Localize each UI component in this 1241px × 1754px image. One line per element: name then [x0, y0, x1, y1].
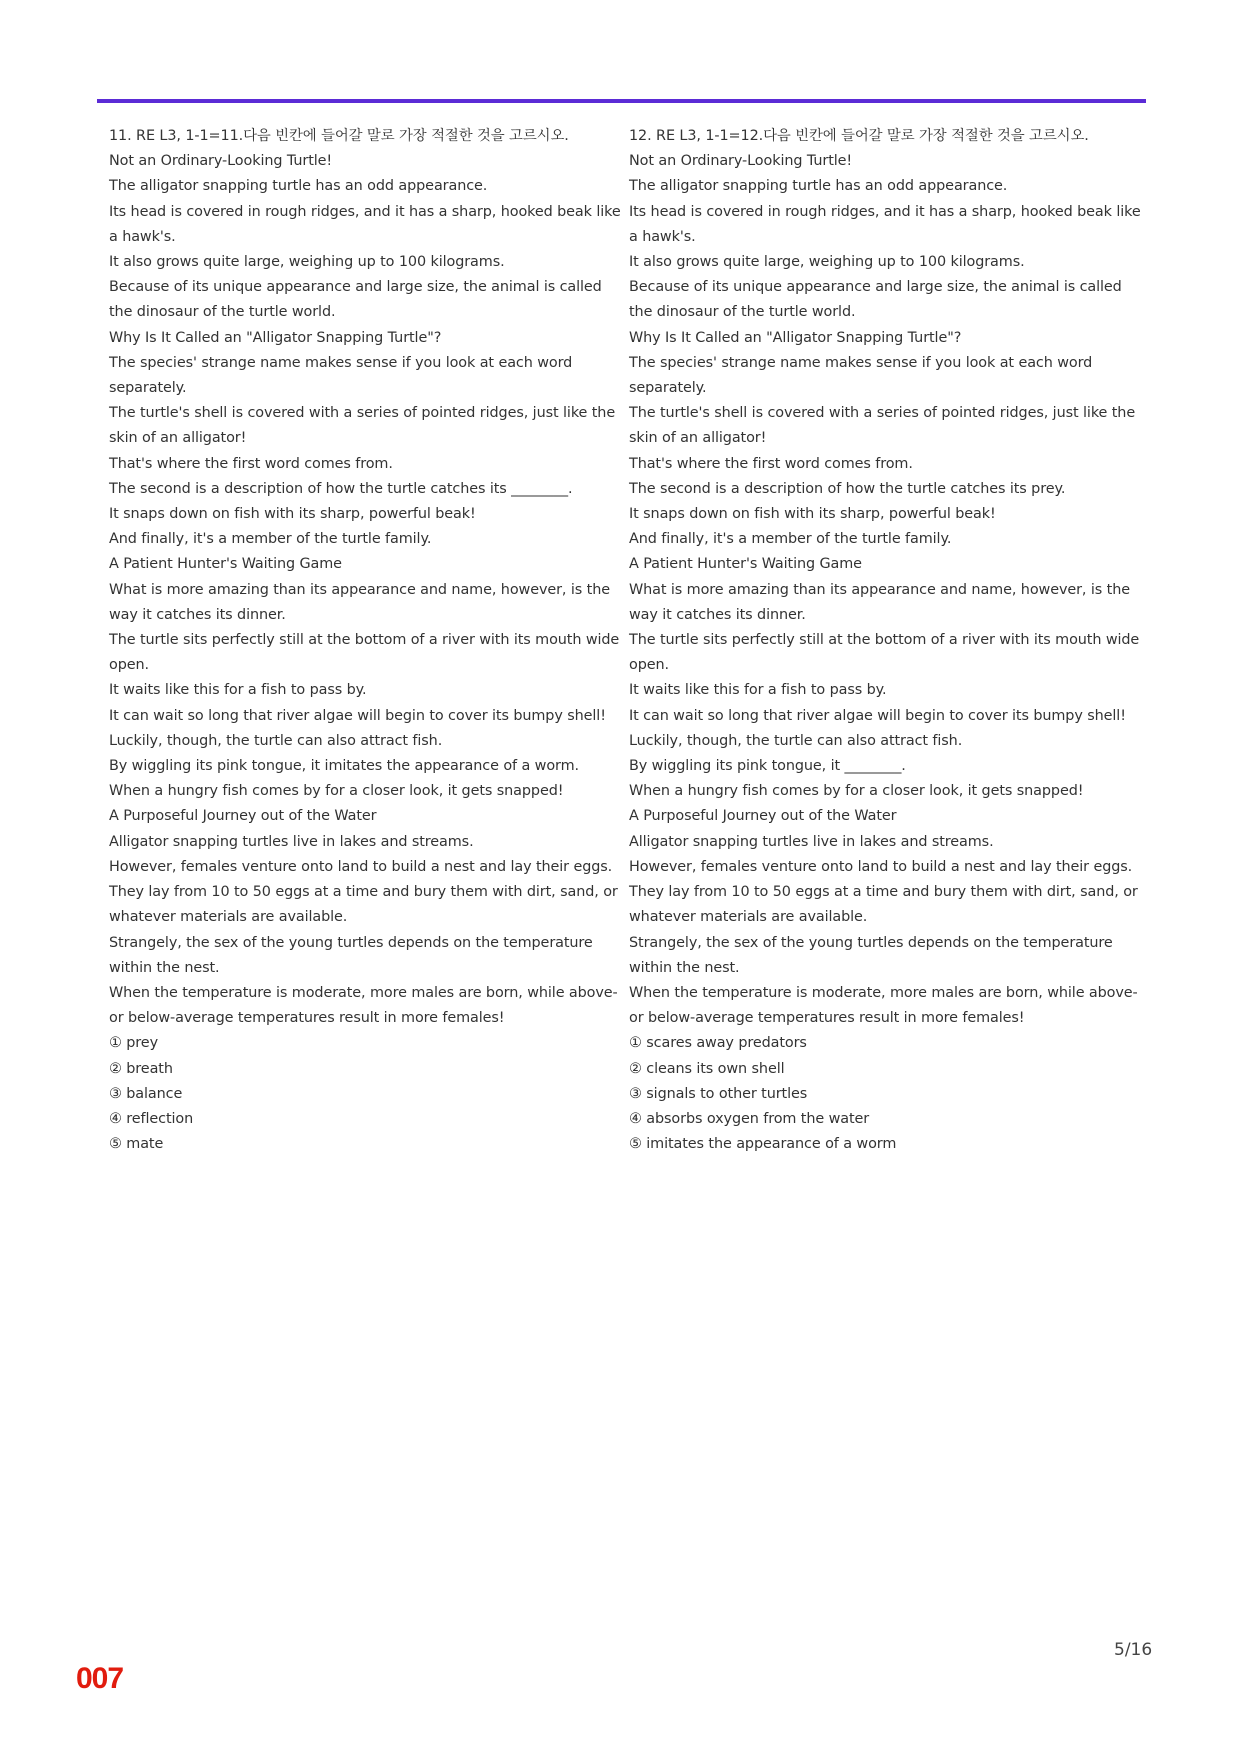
- footer-code: 007: [76, 1662, 124, 1695]
- page-number: 5/16: [1114, 1640, 1153, 1660]
- passage-line: Not an Ordinary-Looking Turtle!: [629, 153, 853, 170]
- passage-line: It also grows quite large, weighing up to 100 kilograms.: [109, 254, 505, 271]
- passage-line: Alligator snapping turtles live in lakes and streams.: [109, 833, 474, 850]
- answer-choice[interactable]: ④ reflection: [109, 1110, 194, 1127]
- passage-line: The turtle's shell is covered with a series of pointed ridges, just like the skin of an alligator!: [629, 405, 1136, 447]
- passage-line: A Patient Hunter's Waiting Game: [629, 556, 862, 573]
- passage-line: It can wait so long that river algae will begin to cover its bumpy shell!: [629, 707, 1126, 724]
- passage-line: It waits like this for a fish to pass by.: [109, 682, 367, 699]
- passage-line: When a hungry fish comes by for a closer look, it gets snapped!: [629, 783, 1084, 800]
- passage-line: It snaps down on fish with its sharp, powerful beak!: [629, 506, 996, 523]
- answer-choice[interactable]: ④ absorbs oxygen from the water: [629, 1110, 870, 1127]
- passage-line: It waits like this for a fish to pass by.: [629, 682, 887, 699]
- passage-line: They lay from 10 to 50 eggs at a time and bury them with dirt, sand, or whatever materials are available.: [629, 884, 1138, 926]
- passage-line: The second is a description of how the turtle catches its prey.: [629, 480, 1066, 497]
- passage-line: Luckily, though, the turtle can also attract fish.: [629, 732, 963, 749]
- passage-line: Luckily, though, the turtle can also attract fish.: [109, 732, 443, 749]
- passage-line: A Patient Hunter's Waiting Game: [109, 556, 342, 573]
- passage-line: By wiggling its pink tongue, it imitates the appearance of a worm.: [109, 758, 579, 775]
- passage-line: By wiggling its pink tongue, it ________.: [629, 758, 906, 775]
- passage-line: Because of its unique appearance and large size, the animal is called the dinosaur of the turtle world.: [109, 279, 602, 321]
- passage-line: Why Is It Called an "Alligator Snapping Turtle"?: [109, 329, 442, 346]
- answer-choice[interactable]: ③ balance: [109, 1085, 183, 1102]
- question-11: [109, 124, 623, 1157]
- answer-choice[interactable]: ② breath: [109, 1060, 173, 1077]
- passage-line: And finally, it's a member of the turtle family.: [629, 531, 952, 548]
- passage-line: Alligator snapping turtles live in lakes and streams.: [629, 833, 994, 850]
- passage-line: However, females venture onto land to build a nest and lay their eggs.: [109, 858, 613, 875]
- passage-line: It snaps down on fish with its sharp, powerful beak!: [109, 506, 476, 523]
- passage-line: Its head is covered in rough ridges, and it has a sharp, hooked beak like a hawk's.: [109, 203, 621, 245]
- passage-line: When the temperature is moderate, more males are born, while above- or below-average temperatures result in more females!: [109, 984, 618, 1027]
- passage-line: What is more amazing than its appearance and name, however, is the way it catches its dinner.: [109, 581, 610, 623]
- passage-line: Why Is It Called an "Alligator Snapping Turtle"?: [629, 329, 962, 346]
- passage-line: That's where the first word comes from.: [109, 455, 393, 472]
- question-12: [629, 124, 1143, 1157]
- passage-line: The species' strange name makes sense if you look at each word separately.: [109, 354, 573, 397]
- passage-line: That's where the first word comes from.: [629, 455, 913, 472]
- passage-line: When the temperature is moderate, more males are born, while above- or below-average temperatures result in more females!: [629, 984, 1138, 1027]
- answer-choice[interactable]: ① prey: [109, 1035, 158, 1052]
- passage-line: The turtle's shell is covered with a series of pointed ridges, just like the skin of an alligator!: [109, 405, 616, 447]
- passage-line: And finally, it's a member of the turtle family.: [109, 531, 432, 548]
- passage-line: However, females venture onto land to build a nest and lay their eggs.: [629, 858, 1133, 875]
- passage-line: It also grows quite large, weighing up to 100 kilograms.: [629, 254, 1025, 271]
- passage-line: The species' strange name makes sense if you look at each word separately.: [629, 354, 1093, 397]
- passage-line: The second is a description of how the turtle catches its ________.: [109, 480, 573, 497]
- passage-line: The turtle sits perfectly still at the bottom of a river with its mouth wide open.: [629, 632, 1140, 674]
- answer-choice[interactable]: ⑤ imitates the appearance of a worm: [629, 1136, 897, 1153]
- passage-line: Strangely, the sex of the young turtles depends on the temperature within the nest.: [629, 934, 1113, 976]
- passage-line: They lay from 10 to 50 eggs at a time and bury them with dirt, sand, or whatever materials are available.: [109, 884, 618, 926]
- passage-line: It can wait so long that river algae will begin to cover its bumpy shell!: [109, 707, 606, 724]
- header-divider: [97, 99, 1146, 103]
- answer-choice[interactable]: ⑤ mate: [109, 1136, 164, 1153]
- passage-line: Because of its unique appearance and large size, the animal is called the dinosaur of the turtle world.: [629, 279, 1122, 321]
- question-header: 12. RE L3, 1-1=12.다음 빈칸에 들어갈 말로 가장 적절한 것을 고르시오.: [629, 128, 1089, 144]
- passage-line: The turtle sits perfectly still at the bottom of a river with its mouth wide open.: [109, 632, 620, 674]
- answer-choice[interactable]: ① scares away predators: [629, 1035, 807, 1052]
- answer-choice[interactable]: ③ signals to other turtles: [629, 1085, 808, 1102]
- question-header: 11. RE L3, 1-1=11.다음 빈칸에 들어갈 말로 가장 적절한 것을 고르시오.: [109, 128, 569, 144]
- passage-line: A Purposeful Journey out of the Water: [109, 808, 377, 825]
- passage-line: When a hungry fish comes by for a closer look, it gets snapped!: [109, 783, 564, 800]
- passage-line: Strangely, the sex of the young turtles depends on the temperature within the nest.: [109, 934, 593, 976]
- passage-line: The alligator snapping turtle has an odd appearance.: [629, 178, 1008, 195]
- passage-line: Not an Ordinary-Looking Turtle!: [109, 153, 333, 170]
- passage-line: A Purposeful Journey out of the Water: [629, 808, 897, 825]
- answer-choice[interactable]: ② cleans its own shell: [629, 1060, 785, 1077]
- passage-line: The alligator snapping turtle has an odd appearance.: [109, 178, 488, 195]
- passage-line: What is more amazing than its appearance and name, however, is the way it catches its dinner.: [629, 581, 1130, 623]
- passage-line: Its head is covered in rough ridges, and it has a sharp, hooked beak like a hawk's.: [629, 203, 1141, 245]
